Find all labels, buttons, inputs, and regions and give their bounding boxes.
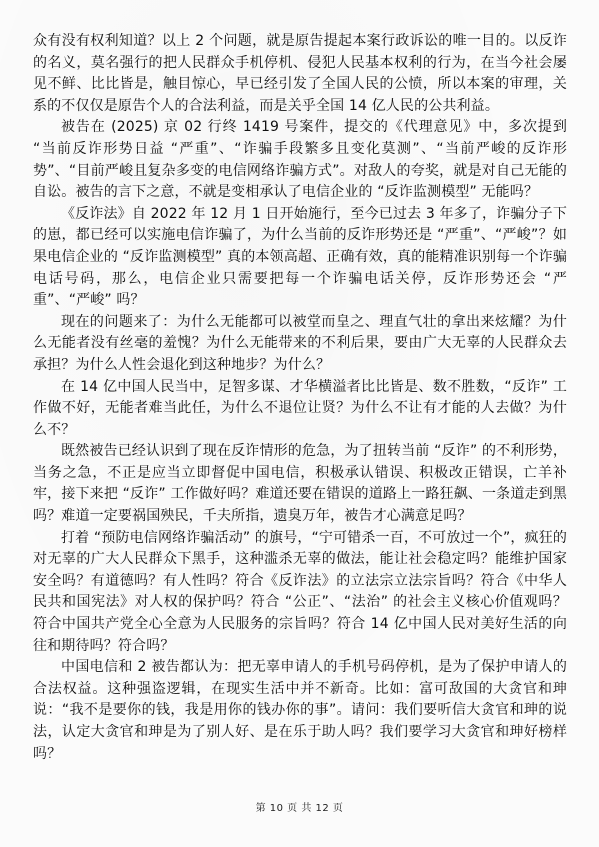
paragraph-5: 在 14 亿中国人民当中，足智多谋、才华横溢者比比皆是、数不胜数，“反诈” 工作做不好，无能者难当此任，为什么不退位让贤？为什么不让有才能的人去做？为什么不？	[33, 378, 567, 438]
paragraph-7: 打着 “预防电信网络诈骗活动” 的旗号，“宁可错杀一百，不可放过一个”，疯狂的对无辜的广大人民群众下黑手，这种滥杀无辜的做法，能让社会稳定吗？能维护国家安全吗？有道德吗？有人性吗？符合《反诈法》的立法宗立法宗旨吗？符合《中华人民共和国宪法》对人权的保护吗？符合 “公正”、“法治” 的社会主义核心价值观吗？符合中国共产党全心全意为人民服务的宗旨吗？符合 14 亿中国人民对美好生活的向往和期待吗？符合吗？	[33, 529, 567, 654]
paragraph-2: 被告在 (2025) 京 02 行终 1419 号案件，提交的《代理意见》中，多次提到 “当前反诈形势日益 “严重”、“诈骗手段繁多且变化莫测”、“当前严峻的反诈形势”、“目前严峻且复杂多变的电信网络诈骗方式”。对敌人的夸奖，就是对自己无能的自讼。被告的言下之意，不就是变相承认了电信企业的 “反诈监测模型” 无能吗？	[33, 119, 567, 201]
paragraph-1: 众有没有权利知道？以上 2 个问题，就是原告提起本案行政诉讼的唯一目的。以反诈的名义，莫名强行的把人民群众手机停机、侵犯人民基本权利的行为，在当今社会屡见不鲜、比比皆是，触目惊心，早已经引发了全国人民的公愤，所以本案的审理，关系的不仅仅是原告个人的合法利益，而是关乎全国 14 亿人民的公共利益。	[33, 33, 567, 114]
paragraph-8: 中国电信和 2 被告都认为：把无辜申请人的手机号码停机，是为了保护申请人的合法权益。这种强盗逻辑，在现实生活中并不新奇。比如：富可敌国的大贪官和珅说：“我不是要你的钱，我是用你的钱办你的事”。请问：我们要听信大贪官和珅的说法，认定大贪官和珅是为了别人好、是在乐于助人吗？我们要学习大贪官和珅好榜样吗？	[33, 659, 567, 762]
paragraph-3: 《反诈法》自 2022 年 12 月 1 日开始施行，至今已过去 3 年多了，诈骗分子下的崽，都已经可以实施电信诈骗了，为什么当前的反诈形势还是 “严重”、“严峻”？如果电信企业的 “反诈监测模型” 真的本领高超、正确有效，真的能精准识别每一个诈骗电话号码，那么，电信企业只需要把每一个诈骗电话关停，反诈形势还会 “严重”、“严峻” 吗？	[33, 205, 567, 309]
page-number-footer: 第 10 页 共 12 页	[255, 803, 344, 814]
paragraph-6: 既然被告已经认识到了现在反诈情形的危急，为了扭转当前 “反诈” 的不利形势，当务之急，不正是应当立即督促中国电信，积极承认错误、积极改正错误，亡羊补牢，接下来把 “反诈” 工作做好吗？难道还要在错误的道路上一路狂飙、一条道走到黑吗？难道一定要祸国殃民，千夫所指，遗臭万年，被告才心满意足吗？	[33, 443, 567, 525]
paragraph-4: 现在的问题来了：为什么无能都可以被堂而皇之、理直气壮的拿出来炫耀？为什么无能者没有丝毫的羞愧？为什么无能带来的不利后果，要由广大无辜的人民群众去承担？为什么人性会退化到这种地步？为什么？	[33, 313, 567, 373]
